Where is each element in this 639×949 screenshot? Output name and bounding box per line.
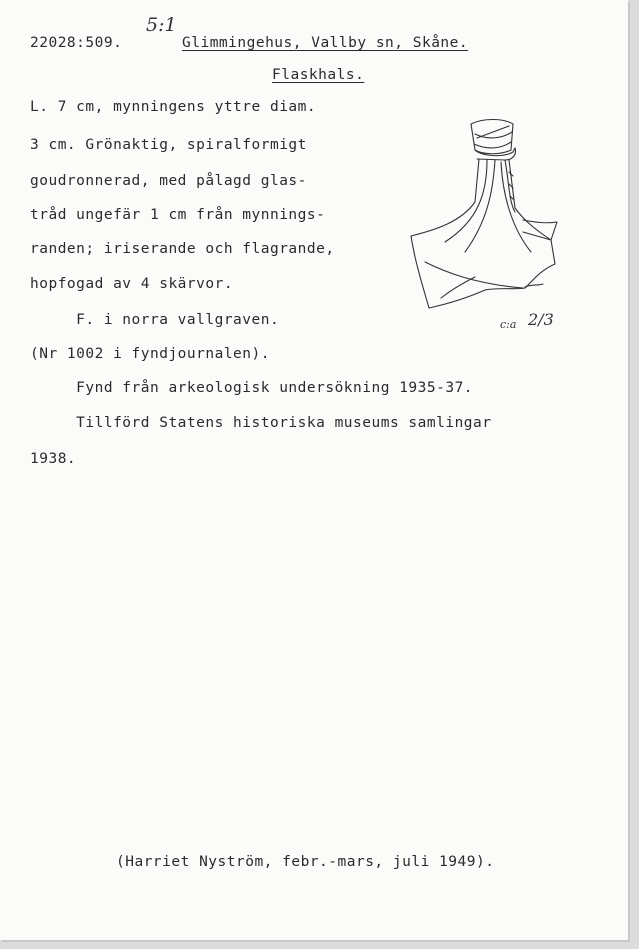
journal-reference-line: (Nr 1002 i fyndjournalen).: [30, 346, 270, 362]
bottle-neck-drawing: [405, 112, 575, 337]
description-line-1: L. 7 cm, mynningens yttre diam.: [30, 99, 317, 115]
handwritten-number: 5:1: [146, 14, 177, 36]
find-location: Glimmingehus, Vallby sn, Skåne.: [182, 35, 469, 51]
description-line-6: hopfogad av 4 skärvor.: [30, 276, 234, 292]
excavation-line: Fynd från arkeologisk undersökning 1935-37.: [30, 380, 474, 396]
catalog-number: 22028:509.: [30, 35, 123, 51]
accession-year-line: 1938.: [30, 451, 77, 467]
description-line-2: 3 cm. Grönaktig, spiralformigt: [30, 137, 307, 153]
author-line: (Harriet Nyström, febr.-mars, juli 1949).: [116, 854, 495, 870]
drawing-scale-prefix: c:a: [500, 318, 517, 331]
drawing-scale-fraction: 2/3: [528, 310, 554, 329]
description-line-4: tråd ungefär 1 cm från mynnings-: [30, 207, 326, 223]
object-name: Flaskhals.: [272, 67, 365, 83]
find-place-line: F. i norra vallgraven.: [30, 312, 280, 328]
description-line-3: goudronnerad, med pålagd glas-: [30, 173, 307, 189]
description-line-5: randen; iriserande och flagrande,: [30, 241, 335, 257]
accession-line: Tillförd Statens historiska museums samlingar: [30, 415, 492, 431]
